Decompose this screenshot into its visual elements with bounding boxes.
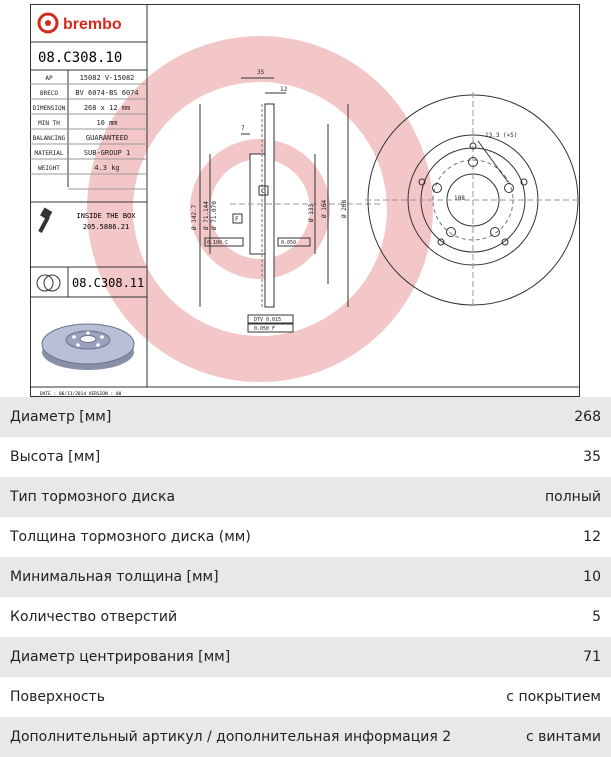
spec-name: Диаметр [мм] (10, 409, 112, 425)
spec-label: DIMENSION (32, 105, 66, 112)
spec-value: 10 (583, 569, 601, 585)
dim-71b: Ø 71.070 (211, 201, 218, 230)
dim-thickness: 12 (280, 86, 288, 93)
table-row (0, 477, 611, 517)
spec-value: 268 x 12 mm (83, 104, 131, 112)
brembo-logo (39, 14, 122, 33)
tol-parallel: 0.050 (281, 240, 297, 246)
dim-133: Ø 133 (308, 203, 315, 222)
dim-height: 35 (257, 69, 265, 76)
spec-name: Количество отверстий (10, 609, 178, 625)
table-row (0, 677, 611, 717)
table-row (0, 517, 611, 557)
spec-value: 71 (583, 649, 601, 665)
dim-pcd: 108 (454, 195, 465, 202)
dim-71a: Ø 71.144 (203, 201, 210, 230)
spec-value: 35 (583, 449, 601, 465)
table-row (0, 397, 611, 437)
spec-value: BV 6074-BS 6074 (75, 89, 139, 97)
spec-value: полный (545, 489, 601, 505)
table-row (0, 637, 611, 677)
table-row (0, 557, 611, 597)
spec-value: 10 mm (96, 119, 118, 127)
dim-268: Ø 268 (341, 199, 348, 218)
brand-name: brembo (63, 16, 122, 33)
spec-label: MIN TH (38, 120, 60, 127)
dim-142: Ø 142.7 (191, 204, 198, 230)
spec-name: Высота [мм] (10, 449, 101, 465)
spec-label: BALANCING (32, 135, 66, 142)
spec-label: BRECO (39, 90, 59, 97)
inside-box-code: 205.5886.21 (82, 223, 130, 231)
tol-flatness: 0.050 F (254, 326, 276, 332)
spec-name: Толщина тормозного диска (мм) (10, 529, 251, 545)
spec-name: Диаметр центрирования [мм] (10, 649, 231, 665)
datum-c: C (261, 188, 265, 195)
table-row (0, 717, 611, 757)
spec-value: 15082 V-15082 (79, 74, 135, 82)
table-row (0, 437, 611, 477)
footer-date: DATE : 06/11/2014 VERSION : 00 (40, 392, 122, 397)
dim-164: Ø 164 (321, 199, 328, 218)
spec-name: Дополнительный артикул / дополнительная информация 2 (10, 729, 452, 745)
spec-value: 4.3 kg (94, 164, 120, 172)
inside-box-label: INSIDE THE BOX (76, 212, 136, 220)
spec-value: GUARANTEED (85, 134, 129, 142)
spec-label: AP (45, 75, 53, 82)
spec-value: SUB-GROUP 1 (83, 149, 131, 157)
dim-offset: 7 (241, 125, 245, 132)
bolt-icon (40, 208, 52, 232)
technical-drawing-sheet (30, 4, 580, 397)
disc-3d-image (42, 324, 134, 370)
spec-value: 5 (592, 609, 601, 625)
tol-dtv: DTV 0.015 (254, 317, 282, 323)
spec-value: 12 (583, 529, 601, 545)
table-row (0, 597, 611, 637)
spec-value: 268 (574, 409, 601, 425)
dim-bolt-holes: 13.3 (×5) (485, 132, 518, 139)
spec-name: Тип тормозного диска (10, 489, 176, 505)
spec-value: с винтами (525, 729, 601, 745)
spec-value: с покрытием (506, 689, 601, 705)
alt-part-number: 08.C308.11 (72, 276, 145, 290)
spec-name: Поверхность (10, 689, 105, 705)
specs-table (0, 397, 611, 757)
spec-label: MATERIAL (34, 150, 64, 157)
datum-f: F (235, 216, 239, 223)
spec-name: Минимальная толщина [мм] (10, 569, 219, 585)
tol-runout: 0.100 C (207, 240, 229, 246)
spec-label: WEIGHT (38, 165, 60, 172)
disc-pair-icon (37, 275, 60, 291)
part-number: 08.C308.10 (38, 50, 123, 66)
